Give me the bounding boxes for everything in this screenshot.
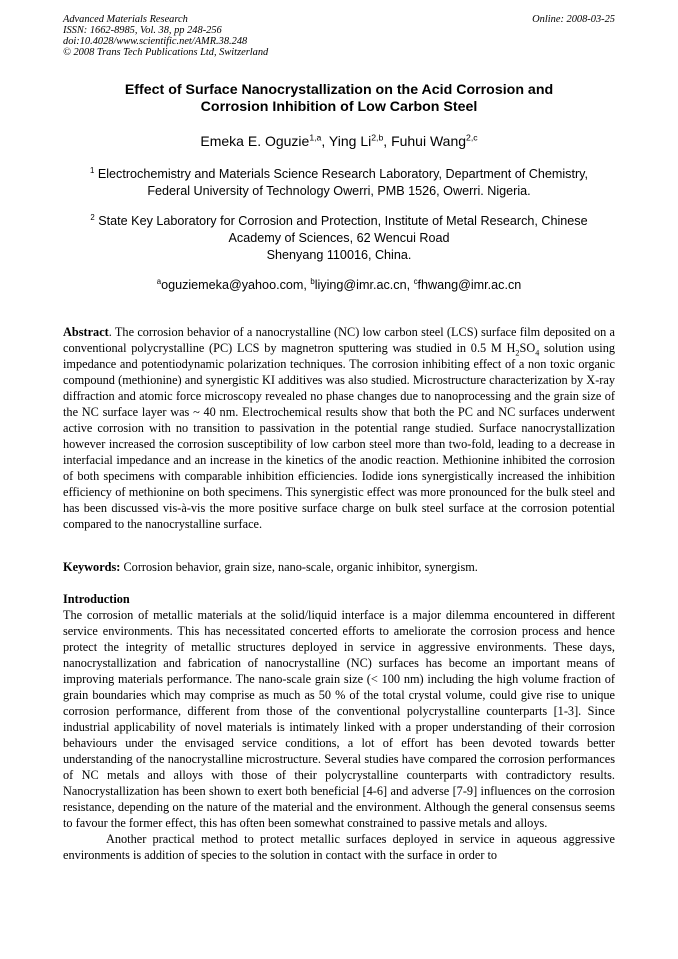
affiliation-number: 1 bbox=[89, 165, 95, 175]
body-paragraph: The corrosion of metallic materials at the solid/liquid interface is a major dilemma encountered in different service environments. This has necessitated concerted efforts to ameliorate the corrosion process and hence protect the integrity of metallic structures deployed in service in aggressive environments. These days, nanocrystallization and fabrication of nanocrystalline (NC) surfaces has become an important means of improving materials performance. The nano-scale grain size (< 100 nm) including the high volume fraction of grain boundaries which may comprise as much as 50 % of the total crystal volume, could give rise to unique corrosion performance, different from those of the conventional polycrystalline counterparts [1-3]. Since industrial applicability of novel materials is intimately linked with a proper understanding of their corrosion behaviours under the envisaged service conditions, a lot of effort has been devoted towards better understanding of the nanocrystalline microstructure. Several studies have compared the corrosion performances of NC metals and alloys with those of their polycrystalline counterparts with contradictory results. Nanocrystallization has been shown to exert both beneficial [4-6] and adverse [7-9] influences on the corrosion resistance, depending on the nature of the material and the environment. Although the general consensus seems to favour the former effect, this has often been somewhat constrained to passive metals and alloys. bbox=[63, 608, 615, 830]
author-name: Ying Li bbox=[328, 133, 372, 149]
email-mark: c bbox=[413, 276, 418, 286]
copyright-line: © 2008 Trans Tech Publications Ltd, Switzerland bbox=[63, 47, 269, 58]
formula-subscript: 4 bbox=[535, 348, 540, 358]
affiliation-number: 2 bbox=[90, 212, 95, 222]
abstract-text: solution using impedance and potentiodynamic polarization techniques. The corrosion inhibiting effect of a non toxic organic compound (methionine) and synergistic KI additives was also studied. Microstructure characterization by X-ray diffraction and atomic force microscopy revealed no phase changes due to nanoprocessing and the grain size of the NC surface layer was ~ 40 nm. Electrochemical results show that both the PC and NC surfaces underwent active corrosion with no transition to passivation in the potential range studied. Surface nanocrystallization however increased the corrosion susceptibility of low carbon steel more than two-fold, leading to a decrease in interfacial impedance and an increase in the kinetics of the anodic reaction. Methionine inhibited the corrosion of both specimens with comparable inhibition efficiencies. Iodide ions synergistically increased the inhibition efficiency of methionine on both specimens. This synergistic effect was more pronounced for the bulk steel and has been discussed vis-à-vis the more positive surface charge on bulk steel surface at the corrosion potential compared to the nanocrystalline surface. bbox=[63, 341, 615, 531]
author-affiliation-mark: 2,b bbox=[371, 132, 384, 143]
email-address: oguziemeka@yahoo.com bbox=[161, 278, 304, 292]
email-address: fhwang@imr.ac.cn bbox=[417, 278, 522, 292]
affiliation-2 bbox=[63, 213, 615, 264]
formula-text: SO bbox=[519, 341, 536, 355]
affiliation-line: Federal University of Technology Owerri, PMB 1526, Owerri. Nigeria. bbox=[147, 184, 531, 198]
doi-line: doi:10.4028/www.scientific.net/AMR.38.248 bbox=[63, 36, 248, 47]
body-paragraph: Another practical method to protect metallic surfaces deployed in service in aqueous aggressive environments is addition of species to the solution in contact with the surface in order to bbox=[63, 832, 615, 862]
abstract-text: . The corrosion behavior of a nanocrystalline (NC) low carbon steel (LCS) surface film deposited on a conventional polycrystalline (PC) LCS by magnetron sputtering was studied in 0.5 M H bbox=[63, 325, 615, 355]
formula-subscript: 2 bbox=[515, 348, 520, 358]
author-list bbox=[63, 132, 615, 150]
keywords-label: Keywords: bbox=[63, 560, 121, 574]
affiliation-line: Shenyang 110016, China. bbox=[266, 248, 412, 262]
author-separator: , bbox=[383, 133, 392, 149]
paper-title bbox=[63, 82, 615, 116]
author-separator: , bbox=[321, 133, 329, 149]
affiliation-line: State Key Laboratory for Corrosion and Protection, Institute of Metal Research, Chinese bbox=[98, 214, 588, 228]
journal-header bbox=[63, 14, 615, 58]
title-line-2: Corrosion Inhibition of Low Carbon Steel bbox=[200, 99, 478, 115]
author-affiliation-mark: 2,c bbox=[466, 132, 478, 143]
email-mark: b bbox=[310, 276, 315, 286]
email-separator: , bbox=[406, 278, 414, 292]
journal-name: Advanced Materials Research bbox=[63, 14, 188, 25]
abstract-label: Abstract bbox=[63, 325, 109, 339]
author-affiliation-mark: 1,a bbox=[309, 132, 322, 143]
keywords-paragraph bbox=[63, 559, 615, 575]
affiliation-1 bbox=[63, 166, 615, 200]
email-list bbox=[63, 277, 615, 294]
author-name: Emeka E. Oguzie bbox=[200, 133, 310, 149]
section-heading: Introduction bbox=[63, 592, 130, 606]
affiliation-line: Academy of Sciences, 62 Wencui Road bbox=[228, 231, 450, 245]
abstract-paragraph bbox=[63, 324, 615, 532]
title-line-1: Effect of Surface Nanocrystallization on the Acid Corrosion and bbox=[124, 82, 554, 98]
email-mark: a bbox=[156, 276, 162, 286]
online-date: Online: 2008-03-25 bbox=[532, 14, 615, 25]
keywords-text: Corrosion behavior, grain size, nano-scale, organic inhibitor, synergism. bbox=[120, 560, 478, 574]
email-address: liying@imr.ac.cn bbox=[314, 278, 407, 292]
issn-line: ISSN: 1662-8985, Vol. 38, pp 248-256 bbox=[63, 25, 222, 36]
introduction-section bbox=[63, 607, 615, 863]
email-separator: , bbox=[303, 278, 311, 292]
affiliation-line: Electrochemistry and Materials Science Research Laboratory, Department of Chemistry, bbox=[97, 167, 589, 181]
author-name: Fuhui Wang bbox=[391, 133, 467, 149]
